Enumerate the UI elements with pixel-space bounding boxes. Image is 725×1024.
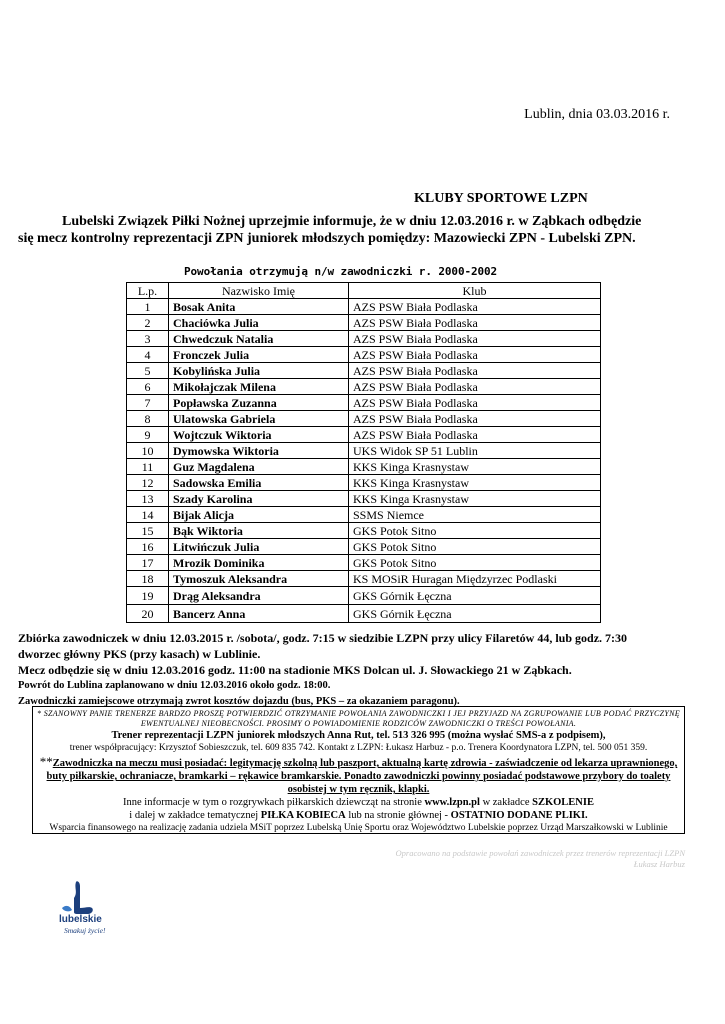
- table-row: [127, 363, 601, 379]
- table-row: [127, 459, 601, 475]
- intro-paragraph: [18, 213, 708, 247]
- club-name: AZS PSW Biała Podlaska: [349, 379, 601, 395]
- row-number: 16: [127, 539, 169, 555]
- row-number: 5: [127, 363, 169, 379]
- logo-tagline: Smakuj życie!: [64, 926, 106, 935]
- player-name: Bijak Alicja: [169, 507, 349, 523]
- player-name: Dymowska Wiktoria: [169, 443, 349, 459]
- info2-text-2: lub na stronie głównej -: [345, 810, 451, 821]
- recipient-heading: KLUBY SPORTOWE LZPN: [414, 191, 588, 206]
- row-number: 9: [127, 427, 169, 443]
- info-line-1: [33, 796, 684, 809]
- table-row: [127, 299, 601, 315]
- prepared-line-1: Opracowano na podstawie powołań zawodniczek przez trenerów reprezentacji LZPN: [395, 848, 685, 858]
- assembly-line-2: dworzec główny PKS (przy kasach) w Lublinie.: [18, 647, 261, 661]
- table-row: [127, 507, 601, 523]
- date-line: Lublin, dnia 03.03.2016 r.: [524, 107, 670, 122]
- table-row: [127, 395, 601, 411]
- player-name: Drąg Aleksandra: [169, 587, 349, 605]
- club-name: KKS Kinga Krasnystaw: [349, 491, 601, 507]
- table-row: [127, 379, 601, 395]
- row-number: 7: [127, 395, 169, 411]
- row-number: 4: [127, 347, 169, 363]
- column-header-name: Nazwisko Imię: [169, 283, 349, 299]
- player-name: Guz Magdalena: [169, 459, 349, 475]
- club-name: UKS Widok SP 51 Lublin: [349, 443, 601, 459]
- club-name: AZS PSW Biała Podlaska: [349, 411, 601, 427]
- club-name: GKS Górnik Łęczna: [349, 605, 601, 623]
- club-name: GKS Potok Sitno: [349, 539, 601, 555]
- club-name: AZS PSW Biała Podlaska: [349, 299, 601, 315]
- player-name: Bancerz Anna: [169, 605, 349, 623]
- info2-text: i dalej w zakładce tematycznej: [129, 810, 261, 821]
- recent-files-label: OSTATNIO DODANE PLIKI.: [450, 810, 588, 821]
- table-row: [127, 411, 601, 427]
- roster-caption: Powołania otrzymują n/w zawodniczki r. 2000-2002: [184, 265, 498, 278]
- row-number: 8: [127, 411, 169, 427]
- info-text: Inne informacje w tym o rozgrywkach piłkarskich dziewcząt na stronie: [123, 797, 425, 808]
- requirements: [33, 755, 684, 796]
- club-name: KKS Kinga Krasnystaw: [349, 459, 601, 475]
- row-number: 3: [127, 331, 169, 347]
- requirements-prefix: **: [39, 754, 53, 769]
- player-name: Sadowska Emilia: [169, 475, 349, 491]
- club-name: AZS PSW Biała Podlaska: [349, 315, 601, 331]
- club-name: GKS Potok Sitno: [349, 523, 601, 539]
- row-number: 1: [127, 299, 169, 315]
- player-name: Chaciówka Julia: [169, 315, 349, 331]
- row-number: 20: [127, 605, 169, 623]
- player-name: Litwińczuk Julia: [169, 539, 349, 555]
- prepared-by-note: [396, 848, 685, 870]
- table-row: [127, 427, 601, 443]
- funding-line: Wsparcia finansowego na realizację zadania udziela MSiT poprzez Lubelską Unię Sportu oraz Województwo Lubelskie poprzez Urząd Marszałkowski w Lublinie: [49, 823, 668, 833]
- column-header-lp: L.p.: [127, 283, 169, 299]
- info-text-2: w zakładce: [479, 797, 533, 808]
- player-name: Szady Karolina: [169, 491, 349, 507]
- player-name: Fronczek Julia: [169, 347, 349, 363]
- table-row: [127, 475, 601, 491]
- table-row: [127, 555, 601, 571]
- notice-box: [32, 706, 685, 834]
- column-header-club: Klub: [349, 283, 601, 299]
- row-number: 10: [127, 443, 169, 459]
- club-name: AZS PSW Biała Podlaska: [349, 363, 601, 379]
- row-number: 14: [127, 507, 169, 523]
- player-name: Bosak Anita: [169, 299, 349, 315]
- row-number: 13: [127, 491, 169, 507]
- row-number: 6: [127, 379, 169, 395]
- table-row: [127, 539, 601, 555]
- player-name: Mrozik Dominika: [169, 555, 349, 571]
- player-name: Ulatowska Gabriela: [169, 411, 349, 427]
- table-row: [127, 491, 601, 507]
- match-line: Mecz odbędzie się w dniu 12.03.2016 godz. 11:00 na stadionie MKS Dolcan ul. J. Słowackiego 21 w Ząbkach.: [18, 663, 572, 677]
- player-name: Chwedczuk Natalia: [169, 331, 349, 347]
- row-number: 18: [127, 571, 169, 587]
- club-name: AZS PSW Biała Podlaska: [349, 347, 601, 363]
- reimbursement-line: Zawodniczki zamiejscowe otrzymają zwrot kosztów dojazdu (bus, PKS – za okazaniem paragonu).: [18, 696, 460, 707]
- club-name: GKS Górnik Łęczna: [349, 587, 601, 605]
- assembly-line-1: Zbiórka zawodniczek w dniu 12.03.2015 r. /sobota/, godz. 7:15 w siedzibie LZPN przy ulicy Filaretów 44, lub godz. 7:30: [18, 631, 628, 645]
- intro-line-1: Lubelski Związek Piłki Nożnej uprzejmie informuje, że w dniu 12.03.2016 r. w Ząbkach odbędzie: [62, 214, 642, 229]
- table-row: [127, 523, 601, 539]
- requirements-text: Zawodniczka na meczu musi posiadać: legitymację szkolną lub paszport, aktualną kartę zdrowia - zaświadczenie od lekarza uprawnionego, buty piłkarskie, ochraniacze, bramkarki – rękawice bramkarskie. Ponadto zawodniczki powinny posiadać podstawowe przybory do toalety osobistej w tym ręcznik, klapki.: [46, 758, 678, 795]
- table-row: [127, 571, 601, 587]
- row-number: 11: [127, 459, 169, 475]
- club-name: KKS Kinga Krasnystaw: [349, 475, 601, 491]
- tab-name-szkolenie: SZKOLENIE: [532, 797, 594, 808]
- club-name: AZS PSW Biała Podlaska: [349, 427, 601, 443]
- player-name: Mikołajczak Milena: [169, 379, 349, 395]
- player-name: Wojtczuk Wiktoria: [169, 427, 349, 443]
- row-number: 19: [127, 587, 169, 605]
- info-line-2: [33, 809, 684, 822]
- table-row: [127, 347, 601, 363]
- club-name: GKS Potok Sitno: [349, 555, 601, 571]
- club-name: SSMS Niemce: [349, 507, 601, 523]
- logo-wordmark: lubelskie: [59, 914, 102, 925]
- return-line: Powrót do Lublina zaplanowano w dniu 12.03.2016 około godz. 18:00.: [18, 680, 331, 691]
- coach-note: * SZANOWNY PANIE TRENERZE BARDZO PROSZĘ POTWIERDZIĆ OTRZYMANIE POWOŁANIA ZAWODNICZKI I JEJ PRZYJAZD NA ZGRUPOWANIE LUB PODAĆ PRZYCZYNĘ EWENTUALNEJ NIEOBECNOŚCI. PROSIMY O POWIADOMIENIE RODZICÓW ZAWODNICZKI O TREŚCI POWOŁANIA.: [37, 709, 680, 728]
- club-name: AZS PSW Biała Podlaska: [349, 395, 601, 411]
- assistant-contact: trener współpracujący: Krzysztof Sobieszczuk, tel. 609 835 742. Kontakt z LZPN: Łukasz Harbuz - p.o. Trenera Koordynatora LZPN, tel. 500 051 359.: [69, 743, 648, 753]
- table-row: [127, 605, 601, 623]
- player-name: Tymoszuk Aleksandra: [169, 571, 349, 587]
- row-number: 12: [127, 475, 169, 491]
- roster-table: [126, 282, 601, 623]
- row-number: 17: [127, 555, 169, 571]
- table-row: [127, 443, 601, 459]
- row-number: 15: [127, 523, 169, 539]
- player-name: Bąk Wiktoria: [169, 523, 349, 539]
- table-row: [127, 331, 601, 347]
- player-name: Popławska Zuzanna: [169, 395, 349, 411]
- website-link[interactable]: www.lzpn.pl: [424, 797, 480, 808]
- row-number: 2: [127, 315, 169, 331]
- player-name: Kobylińska Julia: [169, 363, 349, 379]
- coach-contact: Trener reprezentacji LZPN juniorek młodszych Anna Rut, tel. 513 326 995 (można wysłać SMS-a z podpisem),: [111, 730, 606, 741]
- logistics-block: [18, 630, 708, 710]
- roster-header-row: [127, 283, 601, 299]
- tab-name-pilka-kobieca: PIŁKA KOBIECA: [260, 810, 346, 821]
- club-name: AZS PSW Biała Podlaska: [349, 331, 601, 347]
- table-row: [127, 587, 601, 605]
- club-name: KS MOSiR Huragan Międzyrzec Podlaski: [349, 571, 601, 587]
- table-row: [127, 315, 601, 331]
- prepared-line-2: Łukasz Harbuz: [633, 859, 685, 869]
- intro-line-2: się mecz kontrolny reprezentacji ZPN juniorek młodszych pomiędzy: Mazowiecki ZPN - Lubelski ZPN.: [18, 231, 636, 246]
